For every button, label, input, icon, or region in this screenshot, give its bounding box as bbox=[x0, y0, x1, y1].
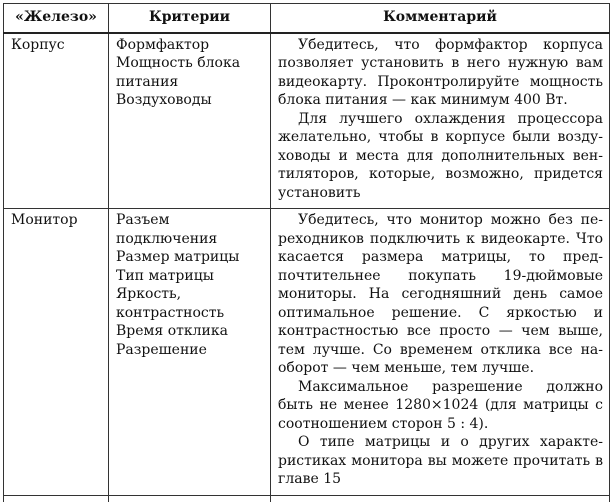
criteria-line: подключения bbox=[116, 230, 218, 247]
criteria-cell bbox=[109, 209, 271, 496]
criteria-line: Тип матрицы bbox=[116, 267, 214, 284]
criteria-line: контрастность bbox=[116, 304, 225, 321]
comment-cell bbox=[271, 33, 610, 209]
criteria-line: Формфактор bbox=[116, 36, 210, 53]
comment-paragraph: О типе матрицы и о других характеристиках монитора вы можете прочитать в главе 15 bbox=[278, 434, 603, 487]
criteria-line: Время отклика bbox=[116, 323, 228, 339]
comment-paragraph: Убедитесь, что формфактор корпуса позволяет установить в него нужную вам видеокарту. Проконтролируйте мощность блока питания — как минимум 400 Вт. bbox=[278, 36, 603, 108]
comment-cell bbox=[271, 209, 610, 496]
empty-cell bbox=[271, 495, 610, 502]
comment-paragraph: Для лучшего охлаждения процессора желательно, чтобы в корпусе были воздуховоды и места для дополнительных вентиляторов, которые, возможно, придется установить bbox=[278, 110, 603, 201]
criteria-line: Разрешение bbox=[116, 341, 207, 358]
column-header-comment: Комментарий bbox=[271, 4, 610, 33]
column-header-hardware: «Железо» bbox=[4, 4, 109, 33]
table-row-case bbox=[4, 33, 610, 209]
comment-paragraph: Максимальное разрешение должно быть не менее 1280×1024 (для матрицы с соотношением сторон 5 : 4). bbox=[278, 378, 603, 432]
empty-cell bbox=[4, 495, 109, 502]
column-header-criteria: Критерии bbox=[109, 4, 271, 33]
table-header-row bbox=[4, 4, 610, 33]
hardware-criteria-table bbox=[3, 3, 610, 502]
hardware-cell: Монитор bbox=[4, 209, 109, 496]
comment-paragraph: Убедитесь, что монитор можно без переходников подключить к видеокарте. Что касается размера матрицы, то предпочтительнее покупать 19-дюймовые мониторы. На сегодняшний день самое оптимальное решение. С яркостью и контрастностью все просто — чем выше, тем лучше. Со временем отклика все наоборот — чем меньше, тем лучше. bbox=[278, 212, 603, 376]
empty-cell bbox=[109, 495, 271, 502]
criteria-line: питания bbox=[116, 73, 179, 90]
criteria-cell bbox=[109, 33, 271, 209]
table-continuation-row bbox=[4, 495, 610, 502]
criteria-line: Размер матрицы bbox=[116, 249, 240, 265]
criteria-line: Мощность блока bbox=[116, 55, 241, 71]
criteria-line: Разъем bbox=[116, 212, 170, 228]
table-row-monitor bbox=[4, 209, 610, 496]
hardware-cell: Корпус bbox=[4, 33, 109, 209]
criteria-line: Яркость, bbox=[116, 286, 182, 302]
criteria-line: Воздуховоды bbox=[116, 92, 212, 108]
